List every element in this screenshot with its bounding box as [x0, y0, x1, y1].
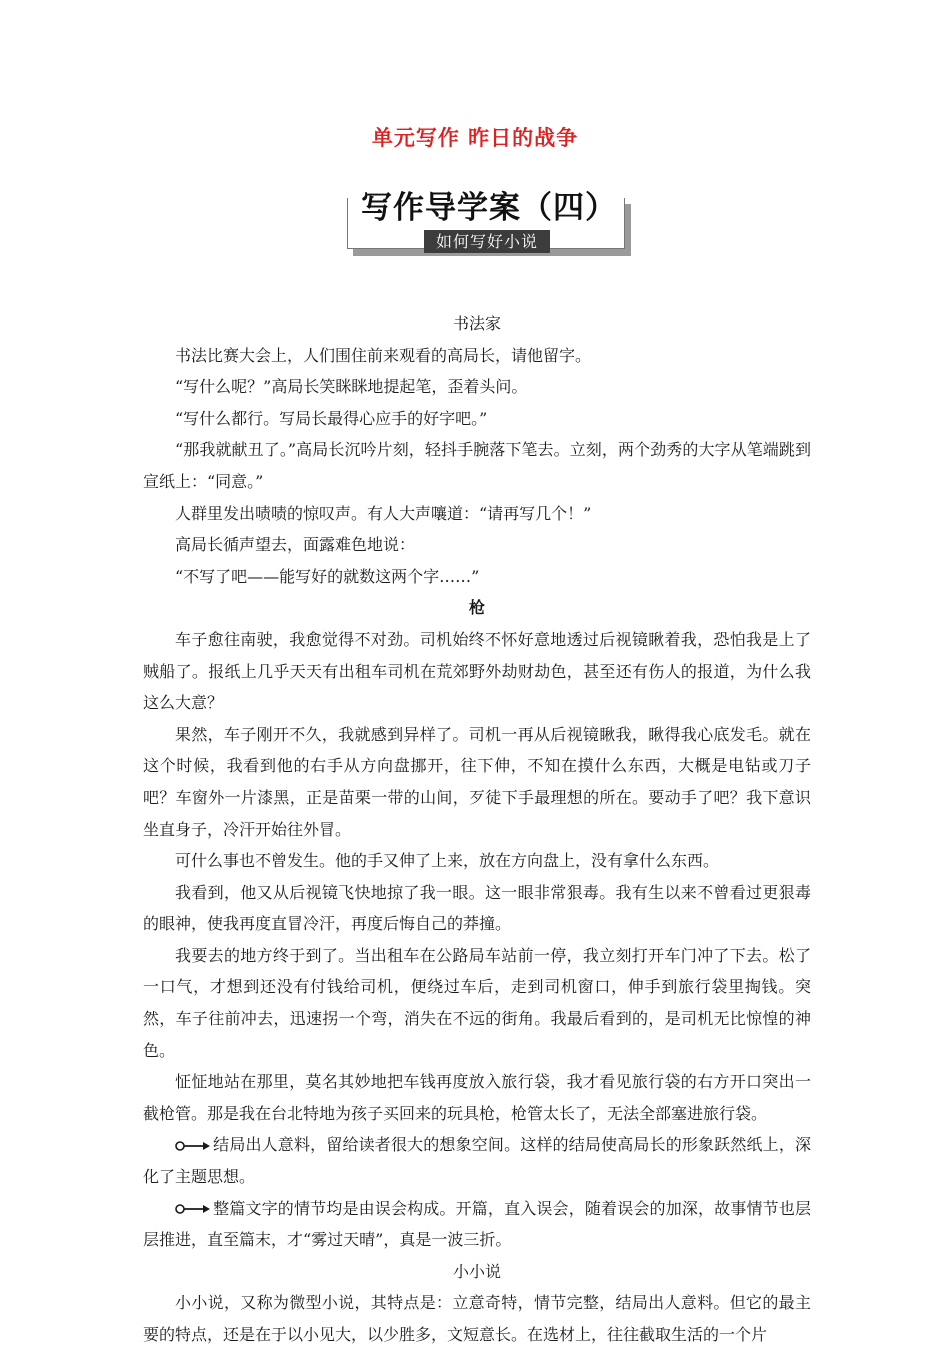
section-heading-calligrapher: 书法家	[452, 314, 501, 333]
article-content	[143, 308, 811, 1351]
paragraph: 小小说，又称为微型小说，其特点是：立意奇特，情节完整，结局出人意料。但它的最主要的特点，还是在于以小见大，以少胜多，文短意长。在选材上，往往截取生活的一个片	[143, 1293, 811, 1344]
paragraph: “写什么呢？”高局长笑眯眯地提起笔，歪着头问。	[175, 377, 528, 397]
commentary-note	[143, 1193, 811, 1256]
banner-title-text: 写作导学案（四）	[355, 190, 623, 226]
commentary-note	[143, 1129, 811, 1192]
paragraph: 我看到，他又从后视镜飞快地掠了我一眼。这一眼非常狠毒。我有生以来不曾看过更狠毒的眼神，使我再度直冒冷汗，再度后悔自己的莽撞。	[143, 882, 811, 934]
paragraph: 人群里发出啧啧的惊叹声。有人大声嚷道：“请再写几个！”	[175, 503, 592, 523]
banner-subtitle: 如何写好小说	[424, 230, 550, 253]
paragraph: 怔怔地站在那里，莫名其妙地把车钱再度放入旅行袋，我才看见旅行袋的右方开口突出一截枪管。那是我在台北特地为孩子买回来的玩具枪，枪管太长了，无法全部塞进旅行袋。	[143, 1072, 811, 1123]
arrow-icon	[175, 1203, 211, 1215]
paragraph: 可什么事也不曾发生。他的手又伸了上来，放在方向盘上，没有拿什么东西。	[175, 851, 720, 871]
lesson-banner	[347, 180, 631, 256]
section-heading-gun: 枪	[468, 598, 485, 618]
paragraph: “那我就献丑了。”高局长沉吟片刻，轻抖手腕落下笔去。立刻，两个劲秀的大字从笔端跳到宣纸上：“同意。”	[143, 440, 811, 491]
paragraph: 我要去的地方终于到了。当出租车在公路局车站前一停，我立刻打开车门冲了下去。松了一口气，才想到还没有付钱给司机，便绕过车后，走到司机窗口，伸手到旅行袋里掏钱。突然，车子往前冲去，迅速拐一个弯，消失在不远的街角。我最后看到的，是司机无比惊惶的神色。	[143, 945, 811, 1060]
paragraph: 高局长循声望去，面露难色地说：	[175, 535, 416, 555]
section-heading-micro-fiction: 小小说	[452, 1261, 501, 1281]
unit-title: 单元写作 昨日的战争	[371, 125, 579, 150]
commentary-text: 整篇文字的情节均是由误会构成。开篇，直入误会，随着误会的加深，故事情节也层层推进，直至篇末，才“雾过天晴”，真是一波三折。	[143, 1198, 811, 1250]
paragraph: 车子愈往南驶，我愈觉得不对劲。司机始终不怀好意地透过后视镜瞅着我，恐怕我是上了贼船了。报纸上几乎天天有出租车司机在荒郊野外劫财劫色，甚至还有伤人的报道，为什么我这么大意？	[143, 629, 811, 713]
paragraph: 书法比赛大会上，人们围住前来观看的高局长，请他留字。	[175, 345, 592, 365]
commentary-text: 结局出人意料，留给读者很大的想象空间。这样的结局使高局长的形象跃然纸上，深化了主题思想。	[143, 1135, 811, 1187]
paragraph: “写什么都行。写局长最得心应手的好字吧。”	[175, 408, 488, 428]
banner-title	[347, 182, 631, 227]
paragraph: 果然，车子刚开不久，我就感到异样了。司机一再从后视镜瞅我，瞅得我心底发毛。就在这个时候，我看到他的右手从方向盘挪开，往下伸，不知在摸什么东西，大概是电钻或刀子吧？车窗外一片漆黑，正是苗栗一带的山间，歹徒下手最理想的所在。要动手了吧？我下意识坐直身子，冷汗开始往外冒。	[143, 724, 811, 839]
arrow-icon	[175, 1140, 211, 1152]
paragraph: “不写了吧——能写好的就数这两个字……”	[175, 566, 480, 586]
